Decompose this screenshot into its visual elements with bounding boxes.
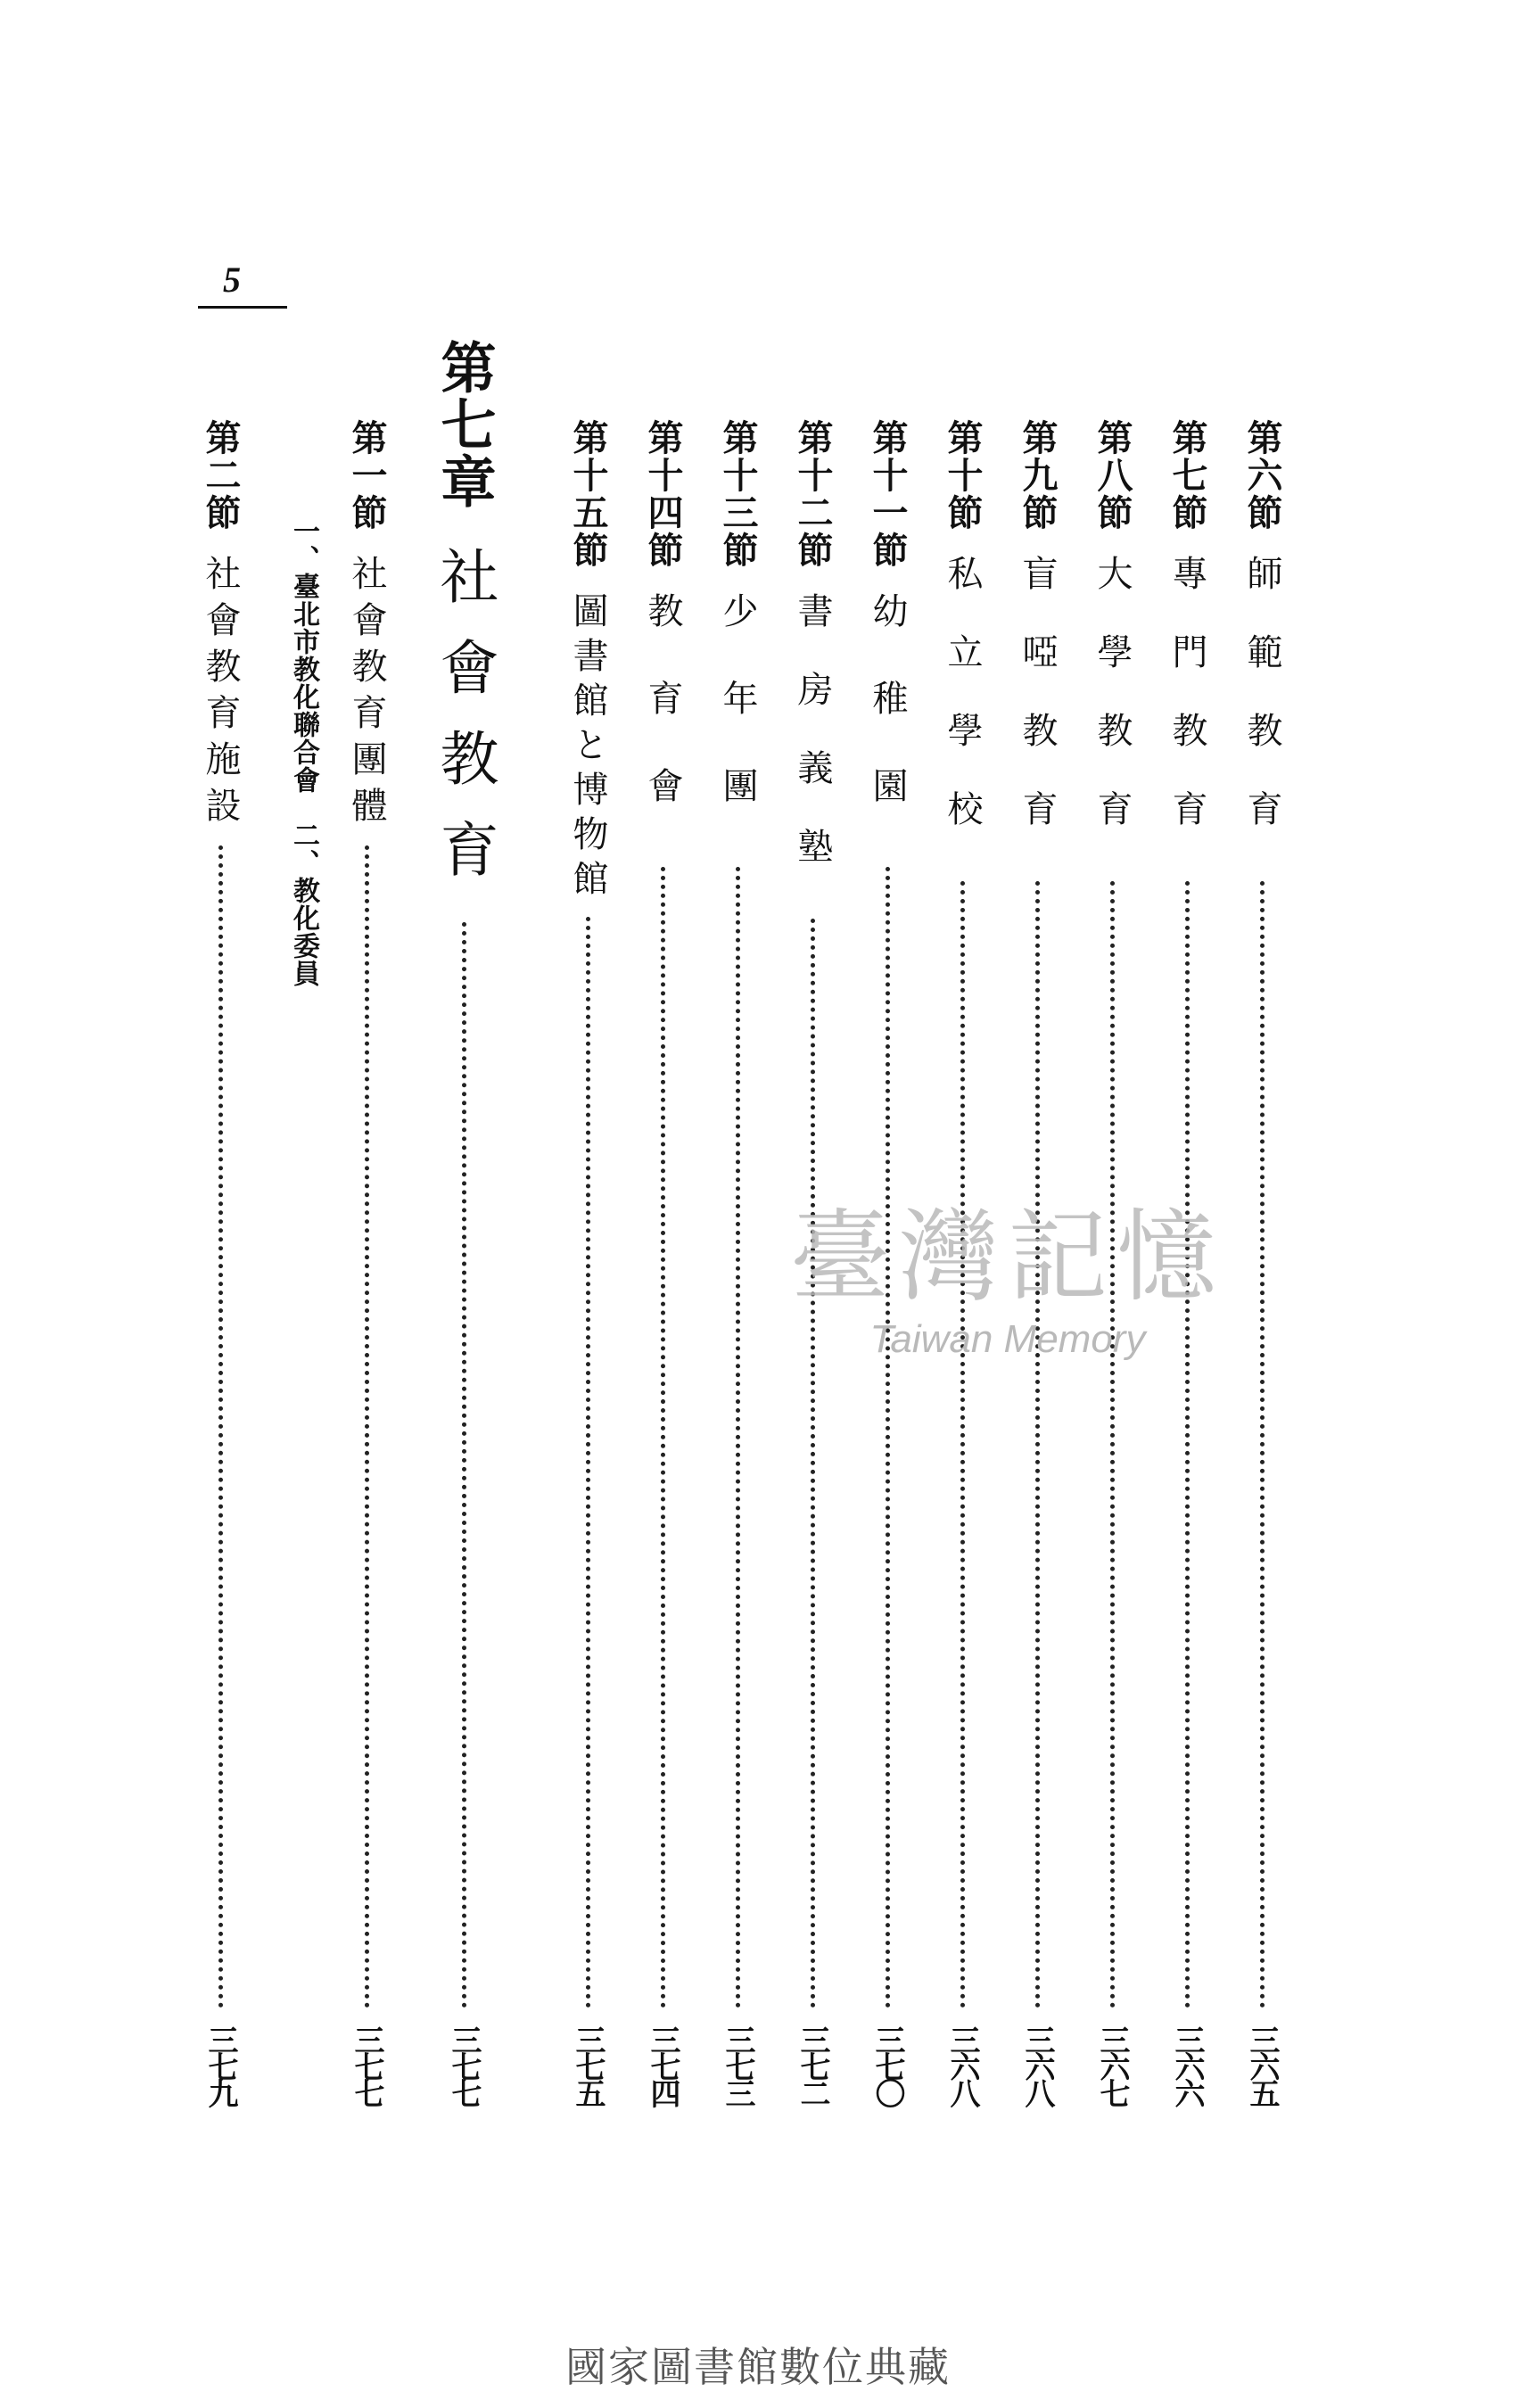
watermark-main: 臺灣記憶 (790, 1200, 1225, 1315)
chapter-page: 三七七 (446, 2025, 482, 2105)
toc-entry-label: 第十節 (942, 419, 984, 532)
page-number-rule (198, 306, 287, 309)
toc-entry-page: 三六八 (944, 2025, 980, 2105)
subitems-text: 一、臺北市教化聯合會 二、教化委員 (288, 517, 319, 987)
toc-entry-page: 三七二 (795, 2025, 830, 2105)
leader-dots (1035, 881, 1040, 2008)
toc-entry-label: 第十三節 (717, 419, 759, 569)
leader-dots (811, 919, 815, 2008)
toc-entry-8 (1090, 419, 1134, 2105)
toc-entry-label: 第八節 (1092, 419, 1133, 532)
toc-entry-12 (790, 419, 835, 2105)
page-number: 5 (223, 260, 241, 300)
toc-entry-title: 書房義塾 (792, 592, 833, 906)
toc-entry-label: 第十一節 (867, 419, 909, 569)
section-title: 社會教育團體 (346, 555, 387, 833)
toc-entry-13 (715, 419, 760, 2105)
toc-entry-title: 大學教育 (1092, 555, 1133, 869)
toc-entry-title: 專門教育 (1166, 555, 1207, 869)
leader-dots (1260, 881, 1265, 2008)
toc-entry-title: 幼稚園 (867, 592, 908, 854)
toc-entry-6 (1240, 419, 1284, 2105)
toc-entry-label: 第六節 (1241, 419, 1283, 532)
toc-entry-label: 第十二節 (792, 419, 834, 569)
leader-dots (960, 881, 965, 2008)
toc-entry-label: 第十四節 (642, 419, 684, 569)
toc-entry-label: 第十五節 (567, 419, 609, 569)
section-page: 三七七 (349, 2025, 384, 2105)
toc-entry-11 (865, 419, 910, 2105)
toc-entry-page: 三七五 (570, 2025, 606, 2105)
leader-dots (736, 867, 740, 2008)
toc-entry-page: 三七三 (720, 2025, 755, 2105)
toc-entry-label: 第七節 (1166, 419, 1208, 532)
toc-entry-title: 盲啞教育 (1017, 555, 1058, 869)
toc-entry-9 (1015, 419, 1059, 2105)
section-2-entry (198, 419, 243, 2105)
leader-dots (586, 917, 590, 2008)
section-1-subitems (276, 517, 330, 999)
toc-entry-title: 私立學校 (942, 555, 983, 869)
chapter-label: 第七章 (432, 339, 497, 510)
leader-dots (1110, 881, 1115, 2008)
section-1-entry (344, 419, 389, 2105)
leader-dots (886, 867, 890, 2008)
leader-dots (1185, 881, 1190, 2008)
section-page: 三七九 (202, 2025, 238, 2105)
section-title: 社會教育施設 (200, 555, 241, 833)
leader-dots (365, 845, 369, 2008)
footer-credit: 國家圖書館數位典藏 (565, 2343, 951, 2391)
toc-entry-title: 少年團 (717, 592, 758, 854)
toc-entry-page: 三六七 (1094, 2025, 1130, 2105)
toc-entry-page: 三六六 (1169, 2025, 1205, 2105)
toc-entry-10 (940, 419, 985, 2105)
section-label: 第二節 (200, 419, 242, 532)
toc-entry-label: 第九節 (1017, 419, 1059, 532)
leader-dots (218, 845, 223, 2008)
leader-dots (661, 867, 665, 2008)
toc-entry-14 (640, 419, 685, 2105)
toc-entry-page: 三七四 (645, 2025, 680, 2105)
toc-entry-7 (1165, 419, 1209, 2105)
section-label: 第一節 (346, 419, 388, 532)
chapter-heading (428, 339, 499, 2105)
toc-entry-title: 圖書館と博物館 (567, 592, 608, 904)
watermark-sub: Taiwan Memory (869, 1317, 1146, 1361)
leader-dots (462, 922, 466, 2008)
toc-entry-title: 師範教育 (1241, 555, 1282, 869)
toc-entry-15 (565, 419, 610, 2105)
chapter-title: 社會教育 (430, 546, 498, 910)
toc-entry-page: 三六八 (1019, 2025, 1055, 2105)
toc-entry-page: 三七〇 (869, 2025, 905, 2105)
toc-entry-title: 教育會 (642, 592, 683, 854)
toc-entry-page: 三六五 (1244, 2025, 1280, 2105)
